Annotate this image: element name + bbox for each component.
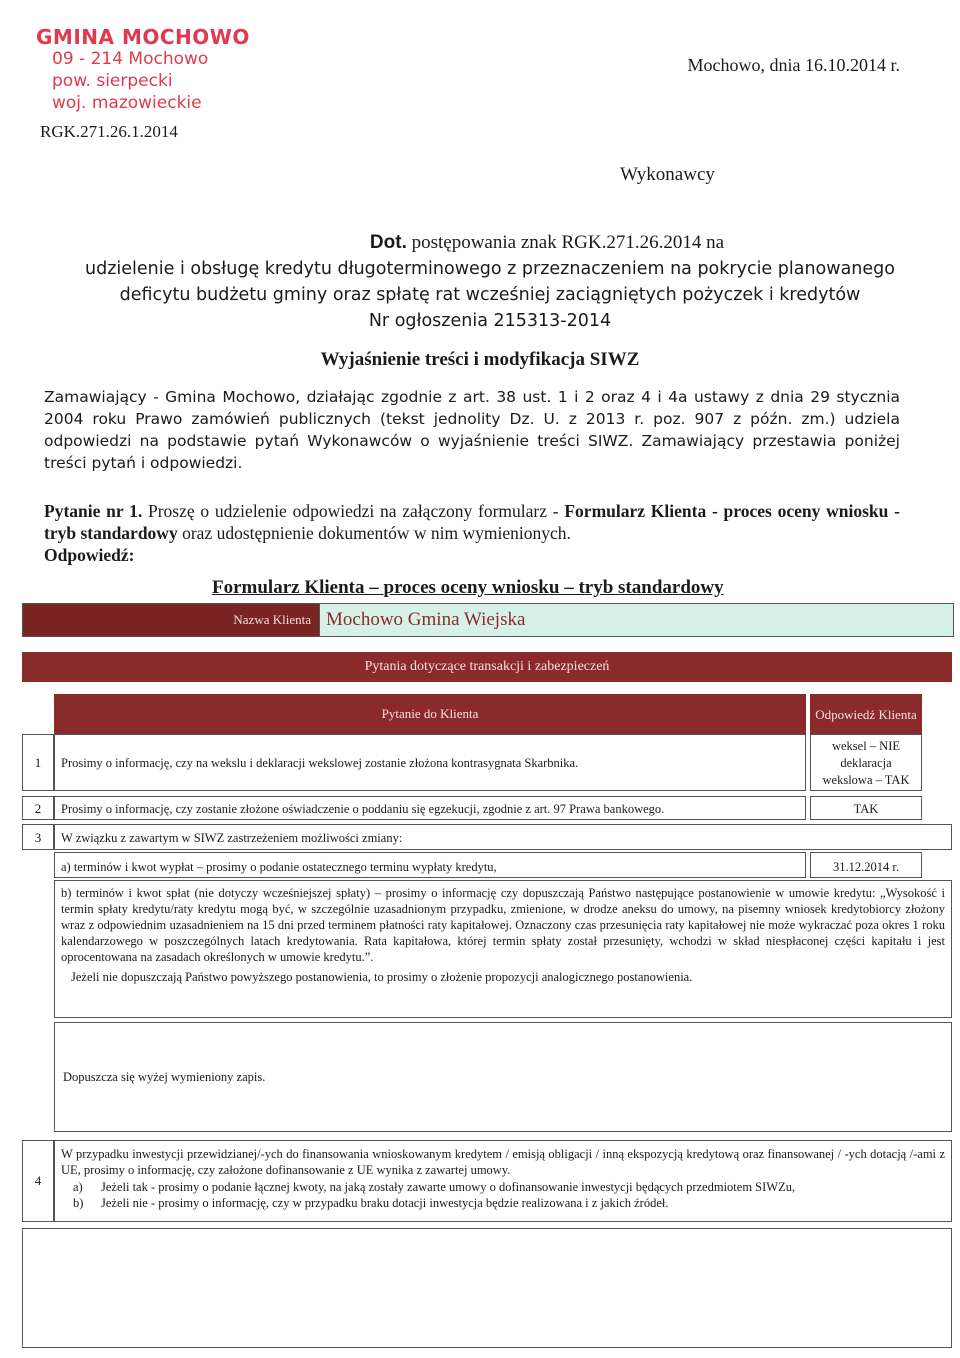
row-3-number-cell: [22, 824, 54, 850]
stamp-line-3: pow. sierpecki: [52, 71, 173, 91]
row-2-number-cell: [22, 796, 54, 820]
row-2-question: Prosimy o informację, czy zostanie złożone oświadczenie o poddaniu się egzekucji, zgodnie z art. 97 Prawa bankowego.: [54, 796, 806, 820]
row-4-sub-b-text: Jeżeli nie - prosimy o informację, czy w przypadku braku dotacji inwestycja będzie realizowana i z jakich źródeł.: [101, 1196, 669, 1210]
subject-line-3: deficytu budżetu gminy oraz spłatę rat wcześniej zaciągniętych pożyczek i kredytów: [119, 285, 861, 305]
question-1-block: [44, 500, 900, 566]
recipient: Wykonawcy: [620, 164, 715, 185]
stamp-line-4: woj. mazowieckie: [52, 93, 202, 113]
question-1-bold: Formularz Klienta - proces oceny wniosku - tryb standardowy: [44, 501, 900, 543]
form-title: [212, 577, 724, 599]
row-4-question: [54, 1140, 952, 1222]
subject-line-2: udzielenie i obsługę kredytu długoterminowego z przeznaczeniem na pokrycie planowanego: [85, 259, 895, 279]
row-3-question: W związku z zawartym w SIWZ zastrzeżeniem możliwości zmiany:: [54, 824, 952, 850]
row-3-number: 3: [34, 830, 42, 845]
row-4-sub-b-label: b): [73, 1196, 84, 1210]
question-1-text-1: Proszę o udzielenie odpowiedzi na załączony formularz -: [142, 501, 565, 521]
row-4-sub-a: [61, 1179, 945, 1195]
form-title-c: – tryb standardowy: [559, 577, 724, 598]
row-4-answer-cell: [22, 1228, 952, 1348]
client-name-label: Nazwa Klienta: [23, 604, 319, 636]
reference-number: RGK.271.26.1.2014: [40, 122, 178, 141]
answer-label: Odpowiedź:: [44, 545, 135, 565]
column-header-question: Pytanie do Klienta: [54, 694, 806, 734]
row-3b-answer: Dopuszcza się wyżej wymieniony zapis.: [54, 1022, 952, 1132]
subject-prefix: Dot.: [369, 232, 407, 253]
row-2-answer: TAK: [810, 796, 922, 820]
subject-block: [60, 230, 920, 334]
row-3b-question: [54, 880, 952, 1018]
row-4-number: 4: [34, 1173, 42, 1188]
form-title-a: Formularz Klienta –: [212, 577, 384, 598]
row-2-number: 2: [34, 801, 42, 816]
row-1-answer: weksel – NIE deklaracja wekslowa – TAK: [810, 734, 922, 791]
question-1-label: Pytanie nr 1.: [44, 501, 143, 521]
form-title-b: proces oceny wniosku: [383, 577, 560, 598]
stamp-line-1: GMINA MOCHOWO: [36, 25, 250, 49]
section-header: Pytania dotyczące transakcji i zabezpieczeń: [22, 652, 952, 682]
row-1-number: 1: [34, 755, 42, 770]
subject-line-4: Nr ogłoszenia 215313-2014: [368, 311, 612, 331]
subject-line-1-text: postępowania znak RGK.271.26.2014 na: [411, 232, 724, 253]
question-1-text-2: oraz udostępnienie dokumentów w nim wymienionych.: [177, 523, 571, 543]
row-4-sub-a-label: a): [73, 1180, 83, 1194]
subject-line-1: [60, 230, 920, 256]
client-name-value: Mochowo Gmina Wiejska: [319, 604, 953, 636]
row-3a-question: a) terminów i kwot wypłat – prosimy o podanie ostatecznego terminu wypłaty kredytu,: [54, 852, 806, 878]
column-header-answer: Odpowiedź Klienta: [810, 694, 922, 734]
document-title: Wyjaśnienie treści i modyfikacja SIWZ: [320, 349, 640, 370]
stamp-line-2: 09 - 214 Mochowo: [52, 49, 209, 69]
row-4-sub-b: [61, 1195, 945, 1211]
row-1-number-cell: [22, 734, 54, 791]
row-1-question: Prosimy o informację, czy na wekslu i deklaracji wekslowej zostanie złożona kontrasygnata Skarbnika.: [54, 734, 806, 791]
row-4-number-cell: [22, 1140, 54, 1222]
row-3a-answer: 31.12.2014 r.: [810, 852, 922, 878]
row-3b-text-2: Jeżeli nie dopuszczają Państwo powyższego postanowienia, to prosimy o złożenie propozycji analogicznego postanowienia.: [71, 970, 693, 984]
row-4-text: W przypadku inwestycji przewidzianej/-ych do finansowania wnioskowanym kredytem / emisją obligacji / inną ekspozycją kredytową oraz finansowanej / -ych dotacją /-ami z UE, prosimy o informację, czy założone dofinansowanie z UE wynika z zawartej umowy.: [61, 1147, 945, 1177]
municipality-stamp: [36, 26, 250, 114]
intro-paragraph: Zamawiający - Gmina Mochowo, działając zgodnie z art. 38 ust. 1 i 2 oraz 4 i 4a ustawy z dnia 29 stycznia 2004 roku Prawo zamówień publicznych (tekst jednolity Dz. U. z 2013 r. poz. 907 z późn. zm.) udziela odpowiedzi na podstawie pytań Wykonawców o wyjaśnienie treści SIWZ. Zamawiający przestawia poniżej treści pytań i odpowiedzi.: [44, 388, 900, 472]
document-date: Mochowo, dnia 16.10.2014 r.: [687, 55, 900, 75]
row-3b-text: b) terminów i kwot spłat (nie dotyczy wcześniejszej spłaty) – prosimy o informację czy dopuszczają Państwo następujące postanowienie w umowie kredytu: „Wysokość i termin spłaty kredytu/raty kredytu mogą być, w szczególnie uzasadnionym przypadku, zmienione, w drodze aneksu do umowy, na pisemny wniosek kredytobiorcy złożony wraz z odpowiednim uzasadnieniem na 15 dni przed terminem płatności raty kapitałowej. Oznaczony czas przesunięcia raty kapitałowej nie może wykraczać poza okres 1 roku kalendarzowego w poszczególnych latach kredytowania. Rata kapitałowa, której termin spłaty został przesunięty, wchodzi w skład niespłaconej części kapitału i jest oprocentowana na zasadach określonych w umowie kredytu.”.: [61, 886, 945, 964]
client-name-row: [22, 603, 954, 637]
row-4-sub-a-text: Jeżeli tak - prosimy o podanie łącznej kwoty, na jaką zostały zawarte umowy o dofinansowanie inwestycji będących przedmiotem SIWZu,: [101, 1180, 796, 1194]
